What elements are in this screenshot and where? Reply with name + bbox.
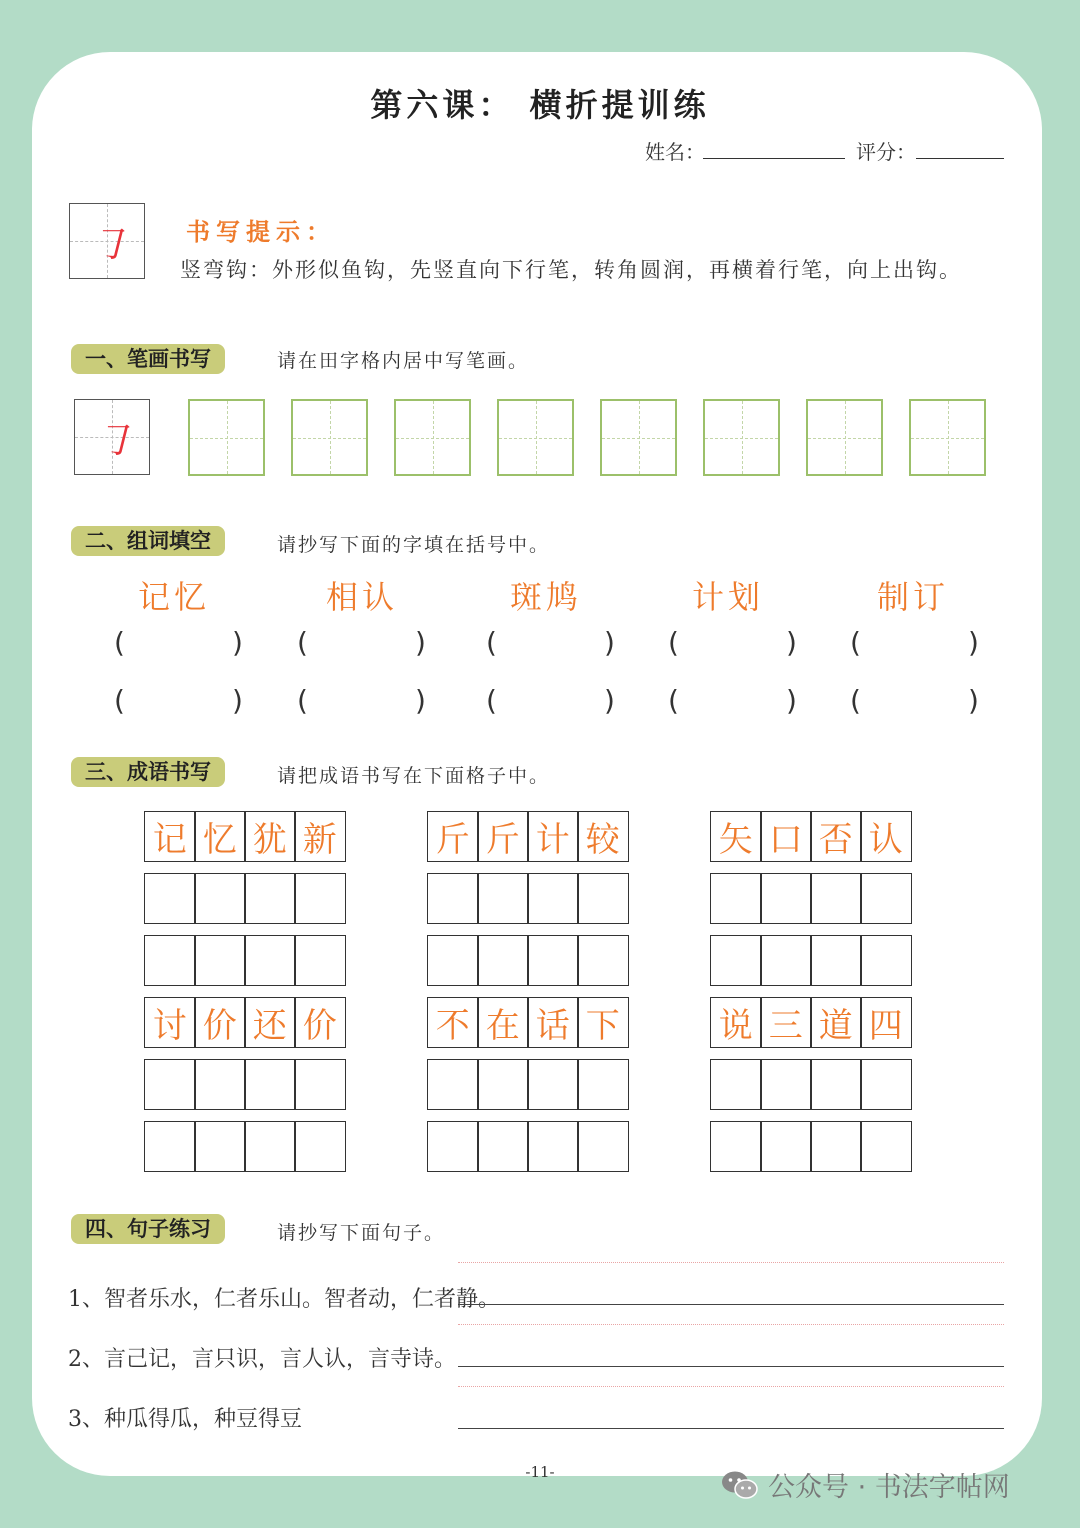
- practice-cell[interactable]: [244, 1059, 296, 1110]
- tian-grid-cell[interactable]: [394, 399, 471, 476]
- page-number: -11-: [525, 1463, 555, 1481]
- practice-cell[interactable]: [810, 1059, 862, 1110]
- practice-cell[interactable]: [577, 873, 629, 924]
- practice-cell[interactable]: [710, 1121, 762, 1172]
- word-item: 记忆: [138, 578, 211, 616]
- practice-cell[interactable]: [760, 1059, 812, 1110]
- score-field-line[interactable]: [916, 158, 1004, 159]
- practice-cell[interactable]: [577, 1059, 629, 1110]
- idiom-char: 计: [527, 811, 579, 862]
- idiom-model-row: [427, 811, 633, 862]
- practice-cell[interactable]: [194, 1059, 246, 1110]
- practice-cell[interactable]: [527, 873, 579, 924]
- idiom-char: 斤: [427, 811, 479, 862]
- idiom-model-row: [427, 997, 633, 1048]
- section4-instruction: 请抄写下面句子。: [277, 1222, 446, 1244]
- idiom-char: 记: [144, 811, 196, 862]
- close-paren: ): [604, 684, 615, 717]
- idiom-practice-row: [144, 1121, 350, 1172]
- open-paren: (: [297, 684, 308, 717]
- wechat-icon: [720, 1469, 760, 1508]
- idiom-practice-row: [710, 1059, 916, 1110]
- tian-grid-cell[interactable]: [291, 399, 368, 476]
- close-paren: ): [604, 626, 615, 659]
- practice-cell[interactable]: [244, 1121, 296, 1172]
- practice-cell[interactable]: [577, 1121, 629, 1172]
- idiom-char: 说: [710, 997, 762, 1048]
- section2-instruction: 请抄写下面的字填在括号中。: [277, 534, 551, 556]
- name-field-line[interactable]: [703, 158, 845, 159]
- idiom-grid: [710, 811, 916, 1183]
- tian-grid-cell[interactable]: [600, 399, 677, 476]
- section4-title: 四、句子练习: [71, 1214, 225, 1244]
- hint-stroke-box: [69, 203, 145, 279]
- idiom-model-row: [710, 811, 916, 862]
- idiom-practice-row: [710, 873, 916, 924]
- practice-cell[interactable]: [294, 873, 346, 924]
- section1-title: 一、笔画书写: [71, 344, 225, 374]
- idiom-char: 价: [294, 997, 346, 1048]
- idiom-practice-row: [427, 873, 633, 924]
- word-item: 斑鸠: [510, 578, 583, 616]
- idiom-char: 三: [760, 997, 812, 1048]
- practice-cell[interactable]: [810, 935, 862, 986]
- idiom-char: 价: [194, 997, 246, 1048]
- practice-cell[interactable]: [477, 935, 529, 986]
- practice-cell[interactable]: [527, 1059, 579, 1110]
- practice-cell[interactable]: [710, 1059, 762, 1110]
- writing-line[interactable]: [458, 1428, 1004, 1429]
- close-paren: ): [232, 684, 243, 717]
- word-item: 相认: [326, 578, 399, 616]
- section2-title: 二、组词填空: [71, 526, 225, 556]
- stroke-glyph: ㇆: [87, 221, 127, 268]
- idiom-char: 较: [577, 811, 629, 862]
- open-paren: (: [850, 626, 861, 659]
- writing-line[interactable]: [458, 1304, 1004, 1305]
- writing-line[interactable]: [458, 1366, 1004, 1367]
- practice-cell[interactable]: [427, 935, 479, 986]
- practice-cell[interactable]: [527, 935, 579, 986]
- practice-cell[interactable]: [810, 1121, 862, 1172]
- section1-instruction: 请在田字格内居中写笔画。: [277, 350, 530, 372]
- practice-cell[interactable]: [760, 873, 812, 924]
- word-item: 制订: [877, 578, 950, 616]
- practice-cell[interactable]: [760, 935, 812, 986]
- idiom-char: 话: [527, 997, 579, 1048]
- example-stroke-glyph: ㇆: [92, 417, 132, 464]
- open-paren: (: [486, 684, 497, 717]
- idiom-model-row: [144, 811, 350, 862]
- tian-grid-cell[interactable]: [188, 399, 265, 476]
- practice-cell[interactable]: [760, 1121, 812, 1172]
- open-paren: (: [668, 684, 679, 717]
- open-paren: (: [486, 626, 497, 659]
- close-paren: ): [786, 626, 797, 659]
- practice-cell[interactable]: [144, 1121, 196, 1172]
- watermark-text: 公众号 · 书法字帖网: [768, 1472, 1010, 1503]
- practice-cell[interactable]: [860, 873, 912, 924]
- idiom-char: 还: [244, 997, 296, 1048]
- score-label: 评分：: [856, 140, 916, 164]
- practice-cell[interactable]: [427, 1121, 479, 1172]
- idiom-practice-row: [144, 1059, 350, 1110]
- guide-dotted-line: [458, 1324, 1004, 1325]
- practice-cell[interactable]: [810, 873, 862, 924]
- guide-dotted-line: [458, 1386, 1004, 1387]
- idiom-practice-row: [427, 935, 633, 986]
- tian-grid-cell[interactable]: [497, 399, 574, 476]
- idiom-practice-row: [144, 873, 350, 924]
- idiom-practice-row: [710, 935, 916, 986]
- idiom-practice-row: [710, 1121, 916, 1172]
- practice-cell[interactable]: [427, 1059, 479, 1110]
- idiom-char: 下: [577, 997, 629, 1048]
- idiom-grid: [427, 811, 633, 1183]
- example-stroke-box: [74, 399, 150, 475]
- practice-cell[interactable]: [244, 935, 296, 986]
- page-title: 第六课： 横折提训练: [370, 86, 710, 124]
- idiom-grid: [144, 811, 350, 1183]
- section3-instruction: 请把成语书写在下面格子中。: [277, 765, 551, 787]
- tian-grid-cell[interactable]: [909, 399, 986, 476]
- open-paren: (: [668, 626, 679, 659]
- idiom-char: 四: [860, 997, 912, 1048]
- practice-cell[interactable]: [860, 1121, 912, 1172]
- practice-cell[interactable]: [427, 873, 479, 924]
- close-paren: ): [968, 684, 979, 717]
- name-label: 姓名：: [645, 140, 705, 164]
- idiom-char: 不: [427, 997, 479, 1048]
- practice-cell[interactable]: [194, 935, 246, 986]
- idiom-char: 认: [860, 811, 912, 862]
- practice-cell[interactable]: [144, 935, 196, 986]
- practice-cell[interactable]: [144, 873, 196, 924]
- practice-cell[interactable]: [144, 1059, 196, 1110]
- idiom-char: 忆: [194, 811, 246, 862]
- idiom-char: 口: [760, 811, 812, 862]
- practice-cell[interactable]: [477, 873, 529, 924]
- practice-cell[interactable]: [710, 935, 762, 986]
- close-paren: ): [968, 626, 979, 659]
- hint-text: 竖弯钩：外形似鱼钩，先竖直向下行笔，转角圆润，再横着行笔，向上出钩。: [180, 258, 962, 282]
- practice-cell[interactable]: [527, 1121, 579, 1172]
- sentence-2: 2、言己记，言只识，言人认，言寺诗。: [68, 1347, 456, 1372]
- idiom-model-row: [710, 997, 916, 1048]
- guide-dotted-line: [458, 1262, 1004, 1263]
- close-paren: ): [415, 684, 426, 717]
- sentence-3: 3、种瓜得瓜，种豆得豆: [68, 1407, 302, 1432]
- practice-cell[interactable]: [860, 1059, 912, 1110]
- open-paren: (: [297, 626, 308, 659]
- word-item: 计划: [692, 578, 765, 616]
- idiom-char: 在: [477, 997, 529, 1048]
- practice-cell[interactable]: [477, 1121, 529, 1172]
- sentence-1: 1、智者乐水，仁者乐山。智者动，仁者静。: [68, 1287, 500, 1312]
- idiom-char: 新: [294, 811, 346, 862]
- practice-cell[interactable]: [294, 1059, 346, 1110]
- hint-label: 书写提示：: [186, 217, 336, 246]
- idiom-model-row: [144, 997, 350, 1048]
- close-paren: ): [786, 684, 797, 717]
- tian-grid-cell[interactable]: [703, 399, 780, 476]
- practice-cell[interactable]: [194, 1121, 246, 1172]
- practice-cell[interactable]: [244, 873, 296, 924]
- practice-cell[interactable]: [577, 935, 629, 986]
- practice-cell[interactable]: [477, 1059, 529, 1110]
- idiom-char: 犹: [244, 811, 296, 862]
- tian-grid-cell[interactable]: [806, 399, 883, 476]
- watermark: [720, 1465, 1010, 1508]
- close-paren: ): [415, 626, 426, 659]
- open-paren: (: [850, 684, 861, 717]
- practice-cell[interactable]: [194, 873, 246, 924]
- idiom-char: 否: [810, 811, 862, 862]
- practice-cell[interactable]: [294, 935, 346, 986]
- practice-cell[interactable]: [294, 1121, 346, 1172]
- idiom-char: 斤: [477, 811, 529, 862]
- section3-title: 三、成语书写: [71, 757, 225, 787]
- idiom-practice-row: [427, 1121, 633, 1172]
- idiom-char: 讨: [144, 997, 196, 1048]
- idiom-practice-row: [144, 935, 350, 986]
- close-paren: ): [232, 626, 243, 659]
- open-paren: (: [114, 626, 125, 659]
- practice-cell[interactable]: [710, 873, 762, 924]
- open-paren: (: [114, 684, 125, 717]
- idiom-practice-row: [427, 1059, 633, 1110]
- idiom-char: 矢: [710, 811, 762, 862]
- practice-cell[interactable]: [860, 935, 912, 986]
- idiom-char: 道: [810, 997, 862, 1048]
